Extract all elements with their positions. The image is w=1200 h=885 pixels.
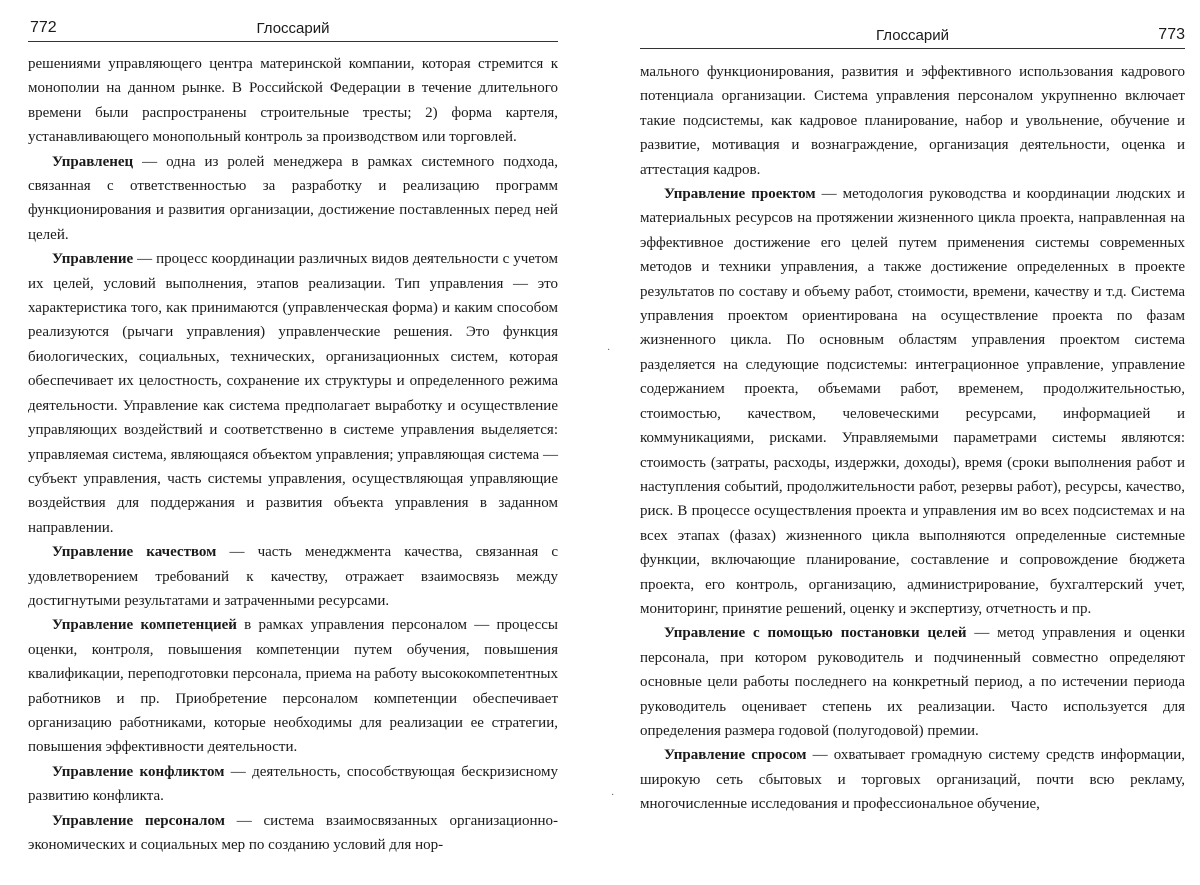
entry-term: Управленец: [52, 153, 134, 170]
right-page-text: [640, 60, 1185, 817]
entry-term: Управление компетенцией: [52, 617, 237, 634]
entry-definition: — часть менеджмента качества, связанная с удовлетворением требований к качеству, отражает взаимосвязь между достигнутыми результатами и затраченными ресурсами.: [28, 544, 558, 609]
entry-term: Управление проектом: [664, 186, 816, 203]
glossary-entry: [640, 621, 1185, 743]
glossary-entry: [640, 60, 1185, 182]
entry-definition: — одна из ролей менеджера в рамках системного подхода, связанная с ответственностью за разработку и реализацию программ функционирования и развития организации, достижение поставленных перед ней целей.: [28, 153, 558, 243]
glossary-entry: [28, 150, 558, 248]
entry-term: Управление качеством: [52, 544, 217, 561]
glossary-entry: [640, 182, 1185, 621]
right-page: [640, 0, 1185, 885]
glossary-entry: [28, 760, 558, 809]
left-page: [28, 0, 558, 885]
glossary-entry: [28, 809, 558, 858]
entry-definition: — методология руководства и координации людских и материальных ресурсов на протяжении жизненного цикла проекта, направленная на эффективное достижение его целей путем применения системы современных методов и техники управления, а также достижение определенных в проекте результатов по составу и объему работ, стоимости, времени, качеству и т.д. Система управления проектом ориентирована на осуществление проекта по фазам жизненного цикла. По основным областям управления проектом система разделяется на следующие подсистемы: интеграционное управление, управление содержанием проекта, объемами работ, временем, продолжительностью, стоимостью, качеством, человеческими ресурсами, информацией и коммуникациями, рисками. Управляемыми параметрами системы являются: стоимость (затраты, расходы, издержки, доходы), время (сроки выполнения работ и наступления событий, продолжительности работ, резервы работ), ресурсы, качество, риск. В процессе осуществления проекта и управления им во всех подсистемах и на всех этапах (фазах) жизненного цикла выполняются определенные системные функции, включающие планирование, составление и сопровождение бюджета проекта, его контроль, организацию, администрирование, бухгалтерский учет, мониторинг, принятие решений, оценку и экспертизу, отчетность и пр.: [640, 186, 1185, 617]
scan-speck: ·: [611, 790, 615, 801]
glossary-entry: [28, 52, 558, 150]
left-page-number: 772: [30, 19, 57, 36]
scan-speck: ·: [607, 345, 611, 356]
entry-term: Управление: [52, 251, 134, 268]
glossary-entry: [28, 613, 558, 759]
glossary-entry: [28, 247, 558, 540]
entry-term: Управление конфликтом: [52, 763, 225, 780]
left-running-head: Глоссарий: [256, 20, 330, 37]
entry-definition: — метод управления и оценки персонала, при котором руководитель и подчиненный совместно определяют основные цели работы последнего на конкретный период, а по истечении периода руководитель оценивает степень их реализации. Часто используется для определения размера годовой (полугодовой) премии.: [640, 625, 1185, 739]
entry-term: Управление персоналом: [52, 812, 225, 829]
entry-term: Управление с помощью постановки целей: [664, 625, 967, 642]
entry-definition: решениями управляющего центра материнской компании, которая стремится к монополии на данном рынке. В Российской Федерации в течение длительного времени были распространены строительные тресты; 2) форма картеля, устанавливающего монопольный контроль за производством или торговлей.: [28, 56, 558, 146]
right-running-head: Глоссарий: [876, 27, 949, 44]
entry-definition: в рамках управления персоналом — процессы оценки, контроля, повышения компетенции путем обучения, повышения квалификации, переподготовки персонала, приема на работу высококомпетентных работников и пр. Приобретение персоналом компетенции обеспечивает организацию работниками, которые необходимы для реализации ее стратегии, повышения эффективности деятельности.: [28, 617, 558, 756]
entry-definition: — деятельность, способствующая бескризисному развитию конфликта.: [28, 763, 558, 805]
glossary-entry: [640, 743, 1185, 816]
left-page-header: [28, 17, 558, 42]
entry-definition: — охватывает громадную систему средств информации, широкую сеть сбытовых и торговых организаций, почти всю рекламу, многочисленные исследования и профессиональное обучение,: [640, 747, 1186, 813]
glossary-entry: [28, 540, 558, 613]
entry-term: Управление спросом: [664, 747, 807, 764]
entry-definition: — система взаимосвязанных организационно-экономических и социальных мер по созданию условий для нор-: [28, 812, 559, 853]
right-page-number: 773: [1158, 26, 1185, 43]
entry-definition: — процесс координации различных видов деятельности с учетом их целей, условий выполнения, этапов реализации. Тип управления — это характеристика того, как принимаются (управленческая форма) и каким способом реализуются (рычаги управления) управленческие решения. Это функция биологических, социальных, технических, организационных систем, которая обеспечивает их целостность, сохранение их структуры и определенного режима деятельности. Управление как система предполагает выработку и осуществление управляющих воздействий и соответственно в системе управления выделяется: управляемая система, являющаяся объектом управления; управляющая система — субъект управления, часть системы управления, осуществляющая управляющие воздействия для поддержания и развития объекта управления в заданном направлении.: [28, 251, 558, 536]
left-page-text: [28, 52, 558, 857]
entry-definition: мального функционирования, развития и эффективного использования кадрового потенциала организации. Система управления персоналом укрупненно включает такие подсистемы, как кадровое планирование, набор и увольнение, обучение и развитие, мотивация и вознаграждение, организация деятельности, оценка и аттестация кадров.: [640, 64, 1185, 178]
right-page-header: [640, 24, 1185, 49]
